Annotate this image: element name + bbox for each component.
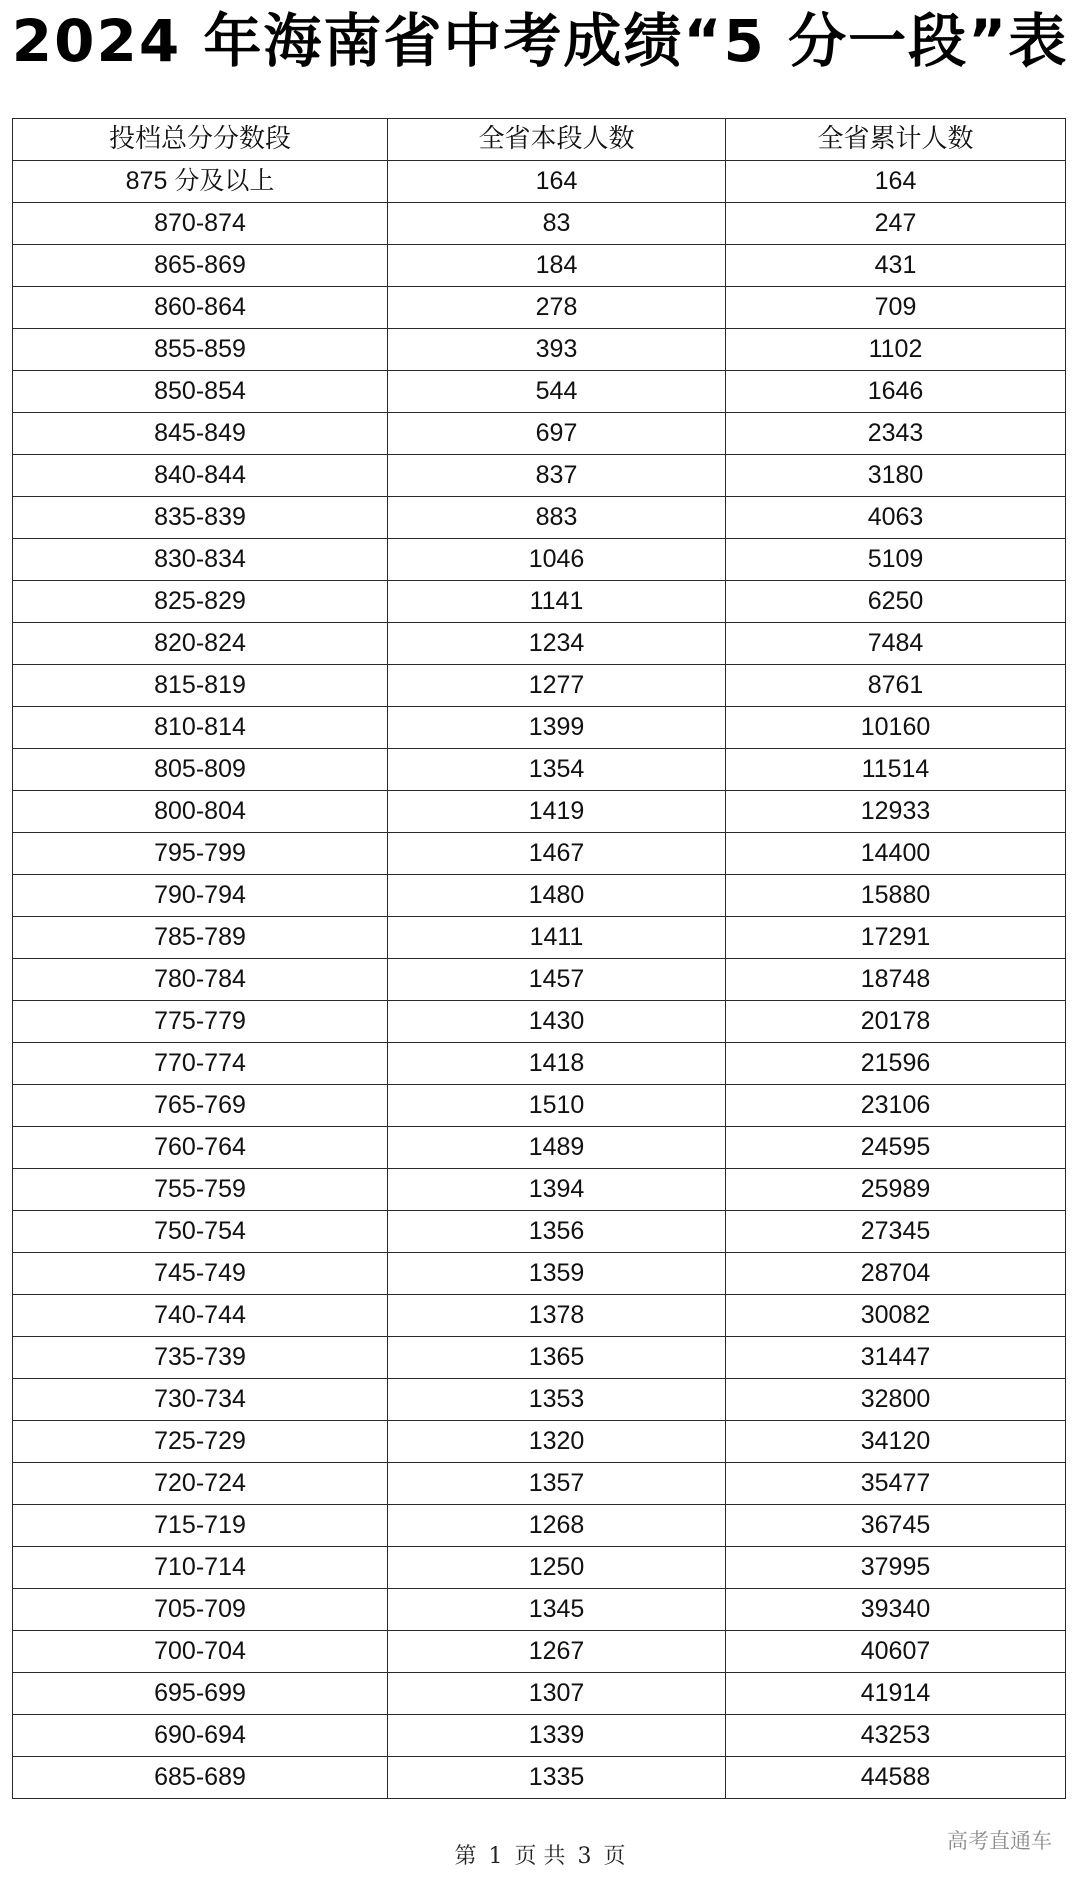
cell-segment-count: 1365 (388, 1337, 726, 1379)
cell-segment-count: 1250 (388, 1547, 726, 1589)
cell-segment-count: 1467 (388, 833, 726, 875)
cell-score-range: 720-724 (13, 1463, 388, 1505)
table-row (13, 581, 1066, 623)
cell-score-range: 765-769 (13, 1085, 388, 1127)
cell-score-range: 825-829 (13, 581, 388, 623)
table-row (13, 1169, 1066, 1211)
cell-cumulative-count: 20178 (726, 1001, 1066, 1043)
cell-score-range: 745-749 (13, 1253, 388, 1295)
cell-cumulative-count: 1646 (726, 371, 1066, 413)
cell-segment-count: 1345 (388, 1589, 726, 1631)
cell-cumulative-count: 32800 (726, 1379, 1066, 1421)
cell-cumulative-count: 35477 (726, 1463, 1066, 1505)
cell-segment-count: 1411 (388, 917, 726, 959)
footer-page-number: 1 (488, 1844, 503, 1869)
table-row (13, 245, 1066, 287)
cell-score-range: 835-839 (13, 497, 388, 539)
cell-segment-count: 1430 (388, 1001, 726, 1043)
table-row (13, 1715, 1066, 1757)
cell-cumulative-count: 43253 (726, 1715, 1066, 1757)
cell-cumulative-count: 8761 (726, 665, 1066, 707)
table-row (13, 959, 1066, 1001)
table-row (13, 1043, 1066, 1085)
table-row (13, 707, 1066, 749)
cell-segment-count: 1356 (388, 1211, 726, 1253)
table-row (13, 1421, 1066, 1463)
table-row (13, 833, 1066, 875)
cell-score-range: 730-734 (13, 1379, 388, 1421)
table-row (13, 875, 1066, 917)
cell-segment-count: 1354 (388, 749, 726, 791)
footer-page-suffix: 页 (603, 1844, 626, 1869)
cell-segment-count: 1320 (388, 1421, 726, 1463)
table-row (13, 329, 1066, 371)
cell-segment-count: 184 (388, 245, 726, 287)
cell-segment-count: 393 (388, 329, 726, 371)
cell-segment-count: 1480 (388, 875, 726, 917)
cell-cumulative-count: 24595 (726, 1127, 1066, 1169)
cell-cumulative-count: 39340 (726, 1589, 1066, 1631)
cell-segment-count: 697 (388, 413, 726, 455)
cell-cumulative-count: 431 (726, 245, 1066, 287)
table-row (13, 1673, 1066, 1715)
cell-cumulative-count: 7484 (726, 623, 1066, 665)
table-body (13, 161, 1066, 1799)
table-row (13, 623, 1066, 665)
table-row (13, 1505, 1066, 1547)
table-row (13, 1001, 1066, 1043)
table-row (13, 917, 1066, 959)
table-row (13, 1253, 1066, 1295)
cell-score-range: 780-784 (13, 959, 388, 1001)
cell-cumulative-count: 21596 (726, 1043, 1066, 1085)
cell-cumulative-count: 37995 (726, 1547, 1066, 1589)
cell-cumulative-count: 41914 (726, 1673, 1066, 1715)
header-segment-count: 全省本段人数 (388, 119, 726, 161)
document-title: 2024 年海南省中考成绩“5 分一段”表 (11, 7, 1069, 75)
cell-segment-count: 1141 (388, 581, 726, 623)
cell-score-range: 845-849 (13, 413, 388, 455)
table-row (13, 539, 1066, 581)
cell-score-range: 785-789 (13, 917, 388, 959)
table-row (13, 1463, 1066, 1505)
table-header-row (13, 119, 1066, 161)
cell-cumulative-count: 15880 (726, 875, 1066, 917)
table-header (13, 119, 1066, 161)
cell-segment-count: 1378 (388, 1295, 726, 1337)
cell-score-range: 860-864 (13, 287, 388, 329)
cell-segment-count: 1046 (388, 539, 726, 581)
cell-score-range: 820-824 (13, 623, 388, 665)
cell-score-range: 750-754 (13, 1211, 388, 1253)
cell-segment-count: 1457 (388, 959, 726, 1001)
cell-score-range: 790-794 (13, 875, 388, 917)
cell-segment-count: 1335 (388, 1757, 726, 1799)
cell-segment-count: 1268 (388, 1505, 726, 1547)
cell-score-range: 740-744 (13, 1295, 388, 1337)
cell-segment-count: 1357 (388, 1463, 726, 1505)
cell-cumulative-count: 2343 (726, 413, 1066, 455)
cell-cumulative-count: 14400 (726, 833, 1066, 875)
table-row (13, 287, 1066, 329)
cell-cumulative-count: 30082 (726, 1295, 1066, 1337)
cell-segment-count: 1234 (388, 623, 726, 665)
watermark-text: 高考直通车 (947, 1829, 1052, 1853)
cell-score-range: 805-809 (13, 749, 388, 791)
cell-cumulative-count: 3180 (726, 455, 1066, 497)
table-row (13, 1085, 1066, 1127)
cell-score-range: 755-759 (13, 1169, 388, 1211)
cell-score-range: 870-874 (13, 203, 388, 245)
cell-cumulative-count: 34120 (726, 1421, 1066, 1463)
cell-score-range: 760-764 (13, 1127, 388, 1169)
cell-cumulative-count: 11514 (726, 749, 1066, 791)
cell-segment-count: 1277 (388, 665, 726, 707)
cell-segment-count: 1339 (388, 1715, 726, 1757)
cell-score-range: 690-694 (13, 1715, 388, 1757)
table-row (13, 161, 1066, 203)
cell-segment-count: 1359 (388, 1253, 726, 1295)
cell-cumulative-count: 28704 (726, 1253, 1066, 1295)
cell-cumulative-count: 18748 (726, 959, 1066, 1001)
cell-segment-count: 278 (388, 287, 726, 329)
cell-cumulative-count: 44588 (726, 1757, 1066, 1799)
table-row (13, 1631, 1066, 1673)
cell-cumulative-count: 164 (726, 161, 1066, 203)
cell-segment-count: 1419 (388, 791, 726, 833)
cell-score-range: 770-774 (13, 1043, 388, 1085)
cell-cumulative-count: 709 (726, 287, 1066, 329)
table-row (13, 497, 1066, 539)
cell-score-range: 725-729 (13, 1421, 388, 1463)
cell-segment-count: 1418 (388, 1043, 726, 1085)
cell-cumulative-count: 31447 (726, 1337, 1066, 1379)
cell-score-range: 800-804 (13, 791, 388, 833)
footer-page-total: 3 (577, 1844, 592, 1869)
cell-cumulative-count: 1102 (726, 329, 1066, 371)
header-cumulative-count: 全省累计人数 (726, 119, 1066, 161)
cell-cumulative-count: 23106 (726, 1085, 1066, 1127)
cell-score-range: 840-844 (13, 455, 388, 497)
cell-score-range: 705-709 (13, 1589, 388, 1631)
header-score-range: 投档总分分数段 (13, 119, 388, 161)
cell-score-range: 715-719 (13, 1505, 388, 1547)
cell-score-range: 850-854 (13, 371, 388, 413)
cell-segment-count: 83 (388, 203, 726, 245)
score-distribution-table (12, 118, 1066, 1799)
cell-score-range: 810-814 (13, 707, 388, 749)
cell-score-range: 710-714 (13, 1547, 388, 1589)
table-row (13, 1337, 1066, 1379)
table-row (13, 1127, 1066, 1169)
cell-score-range: 685-689 (13, 1757, 388, 1799)
cell-segment-count: 1353 (388, 1379, 726, 1421)
table-row (13, 1757, 1066, 1799)
cell-cumulative-count: 25989 (726, 1169, 1066, 1211)
cell-segment-count: 1489 (388, 1127, 726, 1169)
cell-score-range: 700-704 (13, 1631, 388, 1673)
cell-cumulative-count: 36745 (726, 1505, 1066, 1547)
table-row (13, 1547, 1066, 1589)
cell-cumulative-count: 17291 (726, 917, 1066, 959)
cell-segment-count: 544 (388, 371, 726, 413)
table-row (13, 455, 1066, 497)
cell-segment-count: 1267 (388, 1631, 726, 1673)
table-row (13, 1295, 1066, 1337)
cell-score-range: 775-779 (13, 1001, 388, 1043)
cell-segment-count: 1307 (388, 1673, 726, 1715)
cell-score-range: 875 分及以上 (13, 161, 388, 203)
cell-score-range: 855-859 (13, 329, 388, 371)
cell-segment-count: 883 (388, 497, 726, 539)
cell-cumulative-count: 27345 (726, 1211, 1066, 1253)
cell-score-range: 830-834 (13, 539, 388, 581)
table-row (13, 791, 1066, 833)
table-row (13, 749, 1066, 791)
cell-cumulative-count: 10160 (726, 707, 1066, 749)
cell-score-range: 795-799 (13, 833, 388, 875)
table-row (13, 413, 1066, 455)
cell-cumulative-count: 247 (726, 203, 1066, 245)
cell-segment-count: 1394 (388, 1169, 726, 1211)
cell-score-range: 695-699 (13, 1673, 388, 1715)
cell-segment-count: 1510 (388, 1085, 726, 1127)
footer-page-middle: 页 共 (514, 1844, 566, 1869)
cell-cumulative-count: 6250 (726, 581, 1066, 623)
table-row (13, 203, 1066, 245)
cell-score-range: 735-739 (13, 1337, 388, 1379)
footer-page-prefix: 第 (454, 1844, 477, 1869)
cell-segment-count: 837 (388, 455, 726, 497)
cell-score-range: 815-819 (13, 665, 388, 707)
table-row (13, 665, 1066, 707)
cell-segment-count: 1399 (388, 707, 726, 749)
cell-cumulative-count: 40607 (726, 1631, 1066, 1673)
cell-score-range: 865-869 (13, 245, 388, 287)
page-footer (0, 1842, 1080, 1872)
cell-cumulative-count: 5109 (726, 539, 1066, 581)
table-row (13, 1379, 1066, 1421)
cell-cumulative-count: 12933 (726, 791, 1066, 833)
cell-segment-count: 164 (388, 161, 726, 203)
table-row (13, 1211, 1066, 1253)
table-row (13, 1589, 1066, 1631)
cell-cumulative-count: 4063 (726, 497, 1066, 539)
table-row (13, 371, 1066, 413)
